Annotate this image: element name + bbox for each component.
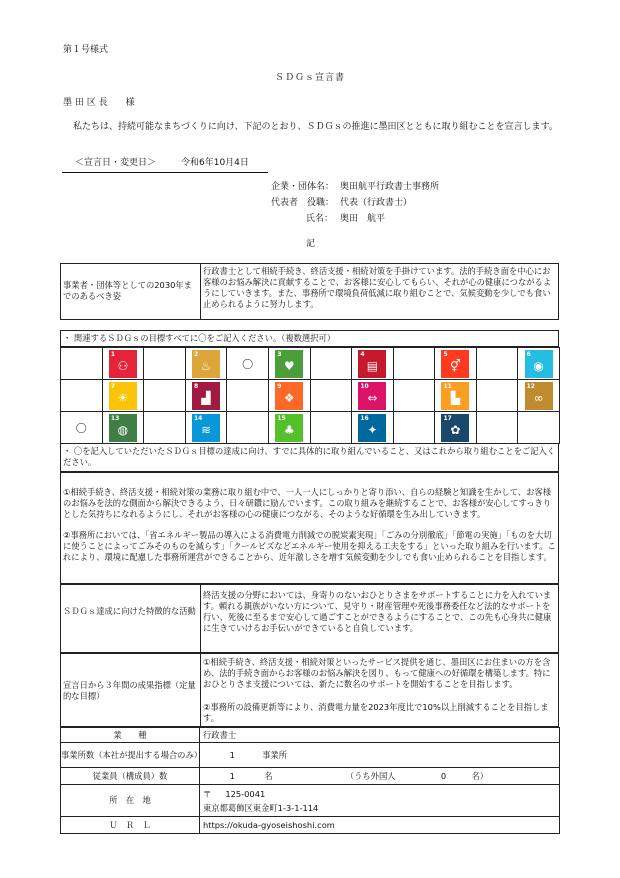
name-label: 氏名： (306, 214, 334, 224)
goal-check-cell[interactable] (61, 348, 103, 380)
goal-check-cell[interactable] (476, 412, 517, 444)
sdg-goal-15-tile (275, 414, 303, 442)
sdg-goal-17-tile (441, 414, 469, 442)
page-title: ＳＤＧｓ宣言書 (275, 73, 346, 83)
sun-icon: ☀ (117, 390, 129, 405)
representative-title: 代表（行政書士） (340, 198, 413, 208)
goals-instruction: ・ 関連するＳＤＧｓの目標すべてに〇をご記入ください。（複数選択可） (63, 333, 336, 343)
sdg-goals-grid (60, 347, 560, 444)
sdg-goal-number: 9 (277, 382, 282, 390)
address-value: 東京都葛飾区東金町1-3-1-114 (203, 802, 319, 813)
result-text-2: ②事務所の設備更新等により、消費電力量を2023年度比で10%以上削減することを目指します。 (203, 702, 549, 723)
result-label: 宣言日から３年間の成果指標（定量的な目標） (63, 680, 196, 701)
fish-icon: ≋ (200, 422, 212, 437)
sdg-goal-2-tile (192, 350, 220, 378)
sdg-goal-number: 15 (277, 414, 286, 422)
employees-unit: 名 (264, 770, 273, 781)
sdg-goal-number: 11 (443, 382, 452, 390)
sdg-goal-4-tile (358, 350, 386, 378)
sdg-goal-number: 5 (443, 350, 448, 358)
sdg-goal-number: 13 (110, 414, 120, 422)
goal-check-cell[interactable] (61, 380, 103, 412)
tree-icon: ♣ (283, 422, 295, 437)
sdg-goal-number: 3 (277, 350, 282, 358)
goal-check-cell[interactable] (310, 412, 351, 444)
goal-check-cell[interactable] (144, 412, 185, 444)
postal-mark: 〒 (203, 788, 212, 799)
result-text-1: ①相続手続き、終活支援・相続対策といったサービス提供を通じ、墨田区にお住まいの方を含め、法的手続き面からお客様のお悩み解決を図り、もって健康への好循環を構築します。特におひとりさま支援については、新たに数名のサポートを開始することを目指します。 (203, 657, 551, 689)
efforts-instruction: ・ 〇を記入していただいたＳＤＧｓ目標の達成に向け、すでに具体的に取り組んでいること、又はこれから取り組むことをご記入ください。 (63, 446, 556, 467)
cubes-icon: ❖ (283, 390, 295, 405)
date-underline (62, 172, 268, 173)
sdg-goal-9-tile (275, 382, 303, 410)
sdg-goal-number: 4 (360, 350, 365, 358)
goal-icon-cell (102, 412, 144, 444)
sdg-goal-10-tile (358, 382, 386, 410)
sdg-goal-1-tile (109, 350, 137, 378)
goal-icon-cell (102, 380, 144, 412)
goal-check-cell[interactable] (227, 380, 269, 412)
foreign-count: 0 (440, 770, 447, 781)
sdg-goal-14-tile (192, 414, 220, 442)
sdg-goal-number: 6 (526, 350, 531, 358)
employees-count: 1 (229, 770, 235, 781)
goal-icon-cell (435, 380, 477, 412)
postal-code: 125-0041 (225, 788, 266, 799)
dove-icon: ✦ (367, 422, 378, 437)
goal-icon-cell (518, 412, 560, 444)
goal-check-cell[interactable] (61, 412, 103, 444)
foreign-unit: 名） (471, 770, 489, 781)
sdg-goal-7-tile (109, 382, 137, 410)
bowl-icon: ♨ (200, 358, 212, 373)
goal-icon-cell (185, 380, 227, 412)
feature-label: ＳＤＧｓ達成に向けた特徴的な活動 (63, 606, 196, 616)
goal-check-cell[interactable] (144, 348, 185, 380)
gender-icon: ⚥ (450, 358, 461, 373)
book-icon: ▤ (366, 358, 379, 373)
sdg-goal-number: 1 (110, 350, 116, 358)
growth-chart-icon: ▟ (201, 390, 211, 405)
address-label: 所 在 地 (61, 785, 200, 817)
addressee: 墨 田 区 長 様 (63, 98, 135, 108)
water-icon: ◉ (533, 358, 544, 373)
goal-icon-cell (268, 380, 310, 412)
goal-check-cell[interactable] (393, 348, 434, 380)
employees-label: 従業員（構成員）数 (61, 768, 200, 785)
goal-check-cell[interactable] (310, 348, 351, 380)
sdg-goal-number: 12 (526, 382, 535, 390)
goal-icon-cell (268, 412, 310, 444)
declaration-date-label: ＜宣言日・変更日＞ (75, 158, 157, 168)
sdg-goal-number: 8 (193, 382, 199, 390)
profile-table (60, 727, 560, 834)
sdg-goal-number: 2 (193, 350, 199, 358)
offices-label: 事業所数（本社が提出する場合のみ） (61, 743, 200, 768)
url-label: Ｕ Ｒ Ｌ (61, 817, 200, 834)
company-name: 奥田航平行政書士事務所 (340, 182, 440, 192)
industry-value: 行政書士 (200, 728, 560, 743)
company-label: 企業・団体名： (271, 182, 335, 192)
goal-check-cell[interactable] (393, 412, 434, 444)
goal-check-cell[interactable] (393, 380, 434, 412)
offices-unit: 事業所 (262, 749, 288, 760)
sdg-goal-12-tile (525, 382, 553, 410)
goal-check-cell[interactable] (476, 348, 517, 380)
offices-count: 1 (229, 749, 235, 760)
goal-check-cell[interactable] (310, 380, 351, 412)
sdg-goal-8-tile (192, 382, 220, 410)
goal-icon-cell (185, 412, 227, 444)
sdg-goal-5-tile (441, 350, 469, 378)
efforts-text-1: ①相続手続き、終活支援・相続対策の業務に取り組む中で、一人一人にしっかりと寄り添い、自らの経験と知識を生かして、お客様のお悩みを法的な側面から解決できるよう、日々研鑽に励んでいます。この取り組みを継続することで、お客様が安心してすっきりとした気持ちになれるようにし、それがお客様の心の健康につながる、そのような好循環を生み出していきます。 (63, 487, 552, 519)
sdg-goal-11-tile (441, 382, 469, 410)
infinity-icon: ∞ (533, 390, 544, 405)
city-icon: ▙ (450, 390, 461, 405)
goal-check-cell[interactable] (476, 380, 517, 412)
goal-check-mark: 〇 (242, 357, 254, 371)
heartbeat-icon: ♥ (283, 358, 295, 373)
sdg-goal-number: 17 (443, 414, 452, 422)
flower-icon: ✿ (450, 422, 461, 437)
vision-label: 事業者・団体等としての2030年までのあるべき姿 (63, 280, 192, 301)
goal-icon-cell (435, 348, 477, 380)
goal-icon-cell (435, 412, 477, 444)
vision-text: 行政書士として相続手続き、終活支援・相続対策を手掛けています。法的手続き面を中心にお客様のお悩み解決に貢献することで、お客様に安心してもらい、それが心の健康につながるようにしていきます。また、事務所で環境負荷低減に取り組むことで、気候変動を少しでも食い止められるように努力します。 (203, 266, 552, 309)
goal-check-cell[interactable] (144, 380, 185, 412)
foreign-label: （うち外国人 (345, 770, 396, 781)
goal-icon-cell (185, 348, 227, 380)
sdg-goal-13-tile (109, 414, 137, 442)
goal-icon-cell (268, 348, 310, 380)
sdg-goal-number: 16 (360, 414, 369, 422)
representative-name: 奥田 航平 (340, 214, 386, 224)
eye-globe-icon: ◍ (117, 422, 129, 437)
goal-check-mark: 〇 (75, 421, 87, 435)
representative-label: 代表者 役職： (271, 198, 335, 208)
goal-icon-cell (351, 412, 393, 444)
sdg-goal-16-tile (358, 414, 386, 442)
form-number: 第１号様式 (63, 45, 109, 55)
industry-label: 業 種 (61, 728, 200, 743)
goal-icon-cell (351, 380, 393, 412)
url-value[interactable]: https://okuda-gyoseishoshi.com (200, 817, 560, 834)
goal-check-cell[interactable] (227, 348, 269, 380)
sdg-goal-3-tile (275, 350, 303, 378)
people-icon: ⚇ (117, 358, 129, 373)
goal-icon-cell (518, 348, 560, 380)
goal-check-cell[interactable] (227, 412, 269, 444)
sdg-goal-6-tile (525, 350, 553, 378)
ki-heading: 記 (306, 239, 316, 249)
intro-text: 私たちは、持続可能なまちづくりに向け、下記のとおり、ＳＤＧｓの推進に墨田区とともに取り組むことを宣言します。 (73, 122, 558, 132)
goal-icon-cell (102, 348, 144, 380)
equality-icon: ⇔ (367, 390, 378, 405)
sdg-goal-number: 10 (360, 382, 369, 390)
declaration-date: 令和6年10月4日 (181, 158, 249, 168)
sdg-goal-number: 7 (110, 382, 116, 390)
goal-icon-cell (351, 348, 393, 380)
sdg-goal-number: 14 (193, 414, 203, 422)
efforts-text-2: ②事務所においては、「省エネルギー製品の導入による消費電力削減での脱炭素実現」「ごみの分別徹底」「節電の実施」「ものを大切に使うことによってごみそのものを減らす」「クールビズなどエネルギー使用を抑える工夫をする」といった取り組みを行います。これにより、環境に配慮した事務所運営ができることから、近年激しさを増す気候変動を少しでも食い止められることを目指します。 (63, 530, 556, 562)
feature-text: 終活支援の分野においては、身寄りのないおひとりさまをサポートすることに力を入れています。頼れる親族がいない方について、見守り・財産管理や死後事務委任など法的なサポートを行い、死後に至るまで安心して過ごすことができるようにすることで、この先も心身共に健康に生きていけるお手伝いができていると自負しています。 (203, 590, 552, 633)
goal-icon-cell (518, 380, 560, 412)
